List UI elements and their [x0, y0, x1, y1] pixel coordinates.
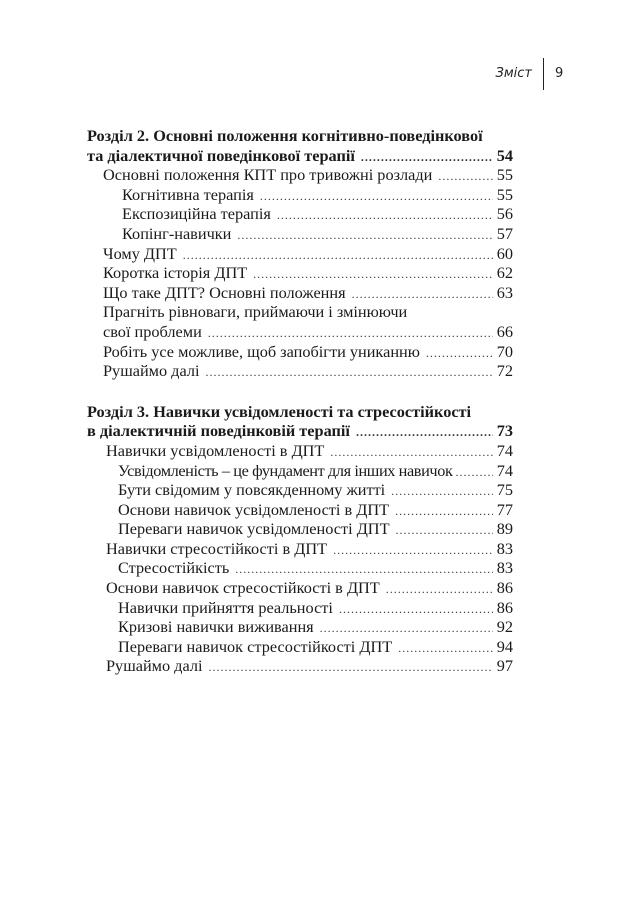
dot-leader	[395, 502, 493, 522]
page-ref: 62	[496, 263, 513, 283]
toc-entry[interactable]	[87, 204, 513, 224]
entry-title: Робіть усе можливе, щоб запобігти униканню	[103, 341, 420, 361]
entry-title: Що таке ДПТ? Основні положення	[103, 282, 346, 302]
page-ref: 72	[496, 361, 513, 381]
page-ref: 73	[496, 421, 513, 441]
chapter-2-label: Розділ 2	[87, 126, 146, 145]
entry-title: Рушаймо далі	[103, 361, 200, 381]
toc-entry[interactable]	[87, 461, 513, 481]
entry-title: Коротка історія ДПТ	[103, 263, 248, 283]
dot-leader	[209, 658, 493, 678]
entry-title: Переваги навичок усвідомленості ДПТ	[118, 519, 390, 539]
toc-entry[interactable]	[87, 283, 513, 303]
page-ref: 86	[496, 578, 513, 598]
dot-leader	[277, 206, 493, 226]
entry-title: Когнітивна терапія	[122, 184, 254, 204]
toc-entry[interactable]	[87, 558, 513, 578]
entry-title: Основні положення КПТ про тривожні розлади	[103, 165, 433, 185]
page-ref: 77	[496, 499, 513, 519]
dot-leader	[391, 482, 493, 502]
toc-entry[interactable]	[87, 342, 513, 362]
dot-leader	[356, 423, 493, 443]
header-divider	[543, 58, 544, 90]
entry-title: Експозиційна терапія	[122, 204, 271, 224]
entry-title: Навички стресостійкості в ДПТ	[106, 538, 328, 558]
toc-entry[interactable]	[87, 165, 513, 185]
toc-entry[interactable]	[87, 519, 513, 539]
toc-entry[interactable]	[87, 421, 513, 441]
entry-title: Прагніть рівноваги, приймаючи і змінюючи	[103, 302, 408, 322]
page-ref: 54	[496, 145, 513, 165]
dot-leader	[426, 344, 493, 364]
page-ref: 86	[496, 597, 513, 617]
page-ref: 74	[496, 460, 513, 480]
entry-title: Переваги навичок стресостійкості ДПТ	[118, 636, 393, 656]
toc-entry[interactable]	[87, 441, 513, 461]
toc-entry[interactable]	[87, 539, 513, 559]
running-title: Зміст	[495, 66, 532, 81]
entry-title: Основи навичок стресостійкості в ДПТ	[106, 578, 380, 598]
entry-title: Основи навичок усвідомленості в ДПТ	[118, 499, 390, 519]
entry-title-line2: свої проблеми	[103, 321, 202, 341]
dot-leader	[339, 600, 493, 620]
toc-entry[interactable]	[87, 637, 513, 657]
dot-leader	[237, 226, 492, 246]
page-ref: 55	[496, 165, 513, 185]
dot-leader	[398, 639, 493, 659]
entry-title: Чому ДПТ	[103, 243, 177, 263]
toc-entry[interactable]	[87, 361, 513, 381]
toc-entry[interactable]	[87, 185, 513, 205]
table-of-contents	[87, 126, 513, 676]
dot-leader	[455, 463, 492, 483]
section-gap	[87, 381, 513, 402]
entry-title: Копінг-навички	[122, 223, 232, 243]
entry-title: Стресостійкість	[118, 558, 230, 578]
dot-leader	[386, 580, 493, 600]
entry-title: Навички усвідомленості в ДПТ	[106, 440, 325, 460]
page-ref: 83	[496, 558, 513, 578]
page-ref: 56	[496, 204, 513, 224]
page-ref: 83	[496, 538, 513, 558]
page-ref: 55	[496, 184, 513, 204]
page-ref: 75	[496, 480, 513, 500]
entry-title: Бути свідомим у повсякденному житті	[118, 480, 386, 500]
toc-entry[interactable]	[87, 598, 513, 618]
page-ref: 92	[496, 617, 513, 637]
toc-entry[interactable]	[87, 656, 513, 676]
entry-title: Рушаймо далі	[106, 656, 203, 676]
chapter-3-title-line2: в діалектичній поведінковій терапії	[87, 421, 350, 441]
chapter-2-heading	[87, 126, 513, 146]
dot-leader	[333, 541, 493, 561]
dot-leader	[438, 167, 492, 187]
entry-title: Навички прийняття реальності	[118, 597, 333, 617]
page-ref: 63	[496, 282, 513, 302]
page-ref: 66	[496, 321, 513, 341]
dot-leader	[206, 363, 493, 383]
page-ref: 74	[496, 440, 513, 460]
entry-title: Усвідомленість – це фундамент для інших навичок	[118, 460, 453, 480]
page-ref: 97	[496, 656, 513, 676]
dot-leader	[260, 187, 493, 207]
toc-entry[interactable]	[87, 244, 513, 264]
running-header	[0, 58, 636, 90]
dot-leader	[396, 521, 493, 541]
toc-entry[interactable]	[87, 322, 513, 342]
toc-entry[interactable]	[87, 617, 513, 637]
chapter-2-title-line2: та діалектичної поведінкової терапії	[87, 145, 355, 165]
chapter-3-label: Розділ 3	[87, 401, 146, 421]
toc-entry[interactable]	[87, 578, 513, 598]
toc-entry[interactable]	[87, 500, 513, 520]
toc-entry[interactable]	[87, 263, 513, 283]
toc-entry[interactable]	[87, 224, 513, 244]
toc-entry[interactable]	[87, 146, 513, 166]
entry-title: Кризові навички виживання	[118, 617, 314, 637]
page-ref: 94	[496, 636, 513, 656]
page-ref: 60	[496, 243, 513, 263]
toc-entry[interactable]	[87, 480, 513, 500]
chapter-3-heading	[87, 402, 513, 422]
chapter-3-title-line1: . Навички усвідомленості та стресостійкості	[145, 401, 472, 421]
page-number: 9	[555, 66, 564, 81]
toc-entry-line1[interactable]	[87, 302, 513, 322]
page-ref: 70	[496, 341, 513, 361]
page-ref: 57	[496, 223, 513, 243]
page-ref: 89	[496, 519, 513, 539]
chapter-2-title-line1: . Основні положення когнітивно-поведінкової	[145, 126, 483, 145]
